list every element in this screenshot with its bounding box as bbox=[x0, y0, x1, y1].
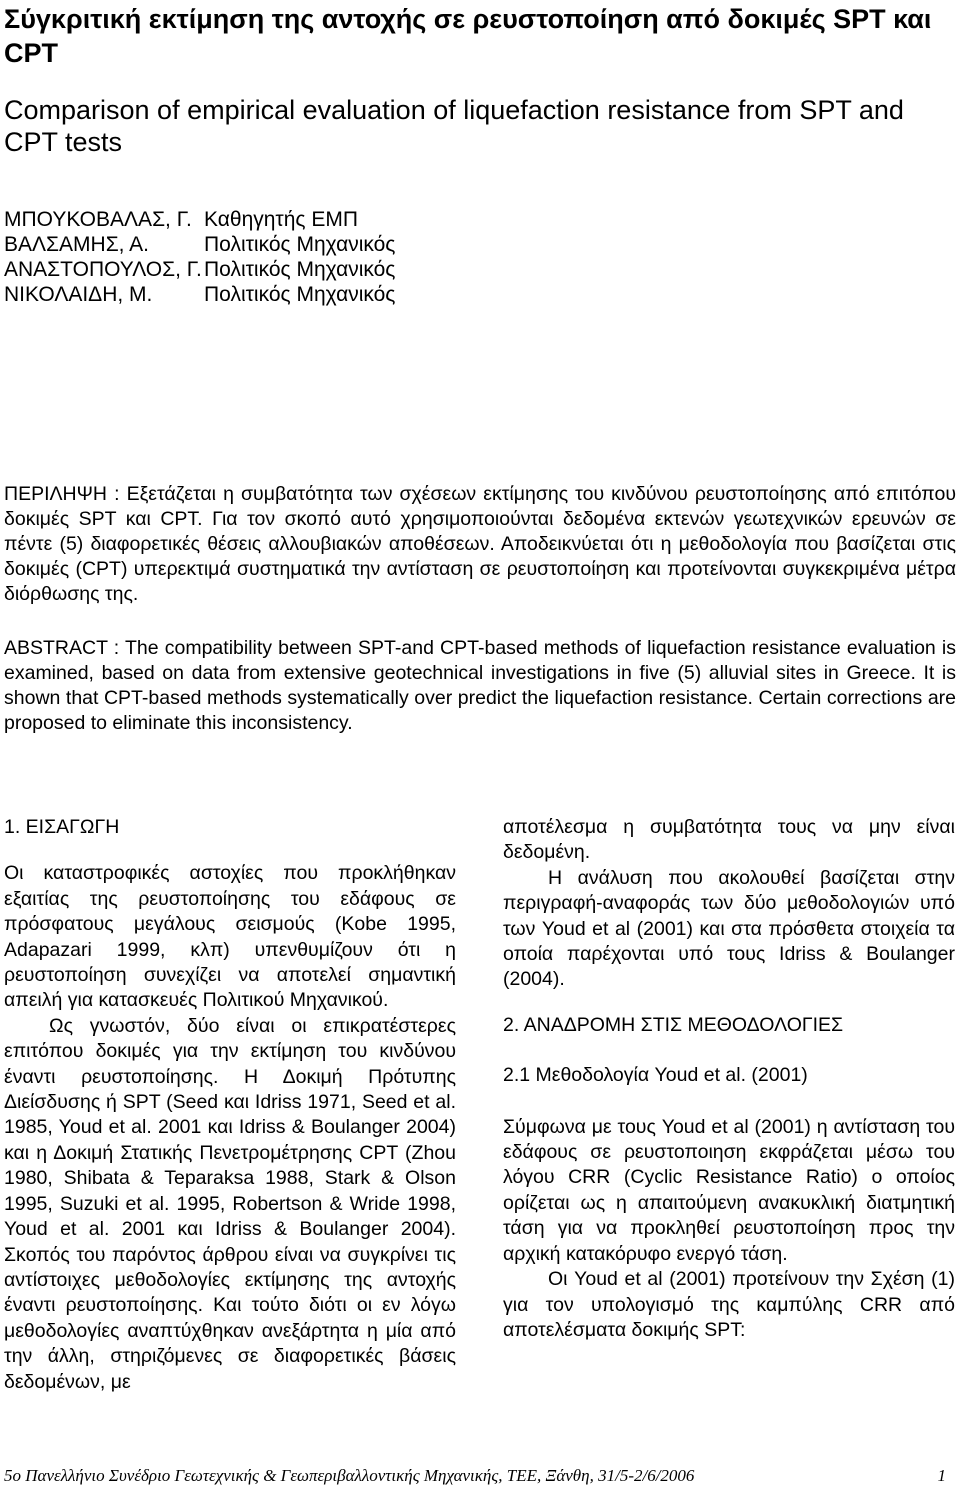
author-name: ΝΙΚΟΛΑΙΔΗ, Μ. bbox=[4, 283, 153, 306]
author-name: ΒΑΛΣΑΜΗΣ, Α. bbox=[4, 233, 150, 256]
title-english: Comparison of empirical evaluation of liquefaction resistance from SPT and CPT tests bbox=[4, 95, 904, 157]
abstract-english: ABSTRACT : The compatibility between SPT-and CPT-based methods of liquefaction resistance evaluation is examined, based on data from extensive geotechnical investigations in five (5) alluvial sites in Greece. It is shown that CPT-based methods systematically over predict the liquefaction resistance. Certain corrections are proposed to eliminate this inconsistency. bbox=[4, 637, 956, 734]
intro-paragraph-1: Οι καταστροφικές αστοχίες που προκλήθηκαν εξαιτίας της ρευστοποίησης του εδάφους σε πρόσφατους μεγάλους σεισμούς (Kobe 1995, Adapazari 1999, κλπ) υπενθυμίζουν ότι η ρευστοποίηση συνεχίζει να αποτελεί σημαντική απειλή για κατασκευές Πολιτικού Μηχανικού. bbox=[4, 862, 456, 1012]
section-heading-introduction: 1. ΕΙΣΑΓΩΓΗ bbox=[4, 816, 120, 838]
author-row bbox=[4, 257, 395, 282]
author-role: Πολιτικός Μηχανικός bbox=[204, 283, 396, 306]
right-column bbox=[503, 815, 955, 1343]
author-row bbox=[4, 232, 395, 257]
abstract-greek: ΠΕΡΙΛΗΨΗ : Εξετάζεται η συμβατότητα των σχέσεων εκτίμησης του κινδύνου ρευστοποίησης από επιτόπου δοκιμές SPT και CPT. Για τον σκοπό αυτό χρησιμοποιούνται δεδομένα εκτενών γεωτεχνικών ερευνών σε πέντε (5) διαφορετικές θέσεις αλλουβιακών αποθέσεων. Αποδεικνύεται ότι η μεθοδολογία που βασίζεται στις δοκιμές (CPT) υπερεκτιμά συστηματικά την αντίσταση σε ρευστοποίηση και προτείνονται συγκεκριμένα μέτρα διόρθωσης της. bbox=[4, 483, 956, 605]
footer-conference: 5ο Πανελλήνιο Συνέδριο Γεωτεχνικής & Γεωπεριβαλλοντικής Μηχανικής, ΤΕΕ, Ξάνθη, 31/5-2/6/2006 bbox=[4, 1466, 695, 1485]
author-list bbox=[4, 207, 395, 307]
author-row bbox=[4, 207, 395, 232]
author-name: ΑΝΑΣΤΟΠΟΥΛΟΣ, Γ. bbox=[4, 258, 202, 281]
left-column bbox=[4, 815, 456, 1395]
right-paragraph-4: Οι Youd et al (2001) προτείνουν την Σχέση (1) για τον υπολογισμό της καμπύλης CRR από αποτελέσματα δοκιμής SPT: bbox=[503, 1268, 955, 1341]
subsection-heading-youd: 2.1 Μεθοδολογία Youd et al. (2001) bbox=[503, 1064, 808, 1087]
page-number: 1 bbox=[937, 1466, 946, 1485]
author-name: ΜΠΟΥΚΟΒΑΛΑΣ, Γ. bbox=[4, 208, 192, 231]
intro-paragraph-2: Ως γνωστόν, δύο είναι οι επικρατέστερες επιτόπου δοκιμές για την εκτίμηση του κινδύνου έναντι ρευστοποίησης. Η Δοκιμή Πρότυπης Διείσδυσης ή SPT (Seed και Idriss 1971, Seed et al. 1985, Youd et al. 2001 και Idriss & Boulanger 2004) και η Δοκιμή Στατικής Πενετρομέτρησης CPT (Zhou 1980, Shibata & Teparaksa 1988, Stark & Olson 1995, Suzuki et al. 1995, Robertson & Wride 1998, Youd et al. 2001 και Idriss & Boulanger 2004). Σκοπός του παρόντος άρθρου είναι να συγκρίνει τις αντίστοιχες μεθοδολογίες εκτίμησης της αντοχής έναντι ρευστοποίησης. Και τούτο διότι οι εν λόγω μεθοδολογίες αναπτύχθηκαν ανεξάρτητα η μία από την άλλη, στηριζόμενες σε διαφορετικές βάσεις δεδομένων, με bbox=[4, 1014, 456, 1393]
author-role: Πολιτικός Μηχανικός bbox=[204, 258, 396, 281]
right-paragraph-3: Σύμφωνα με τους Youd et al (2001) η αντίσταση του εδάφους σε ρευστοποιηση εκφράζεται μέσω του λόγου CRR (Cyclic Resistance Ratio) ο οποίος ορίζεται ως η απαιτούμενη ανακυκλική διατμητική τάση για να προκληθεί ρευστοποίηση προς την αρχική κατακόρυφο ενεργό τάση. bbox=[503, 1115, 955, 1265]
author-row bbox=[4, 282, 395, 307]
author-role: Πολιτικός Μηχανικός bbox=[204, 233, 396, 256]
author-role: Καθηγητής ΕΜΠ bbox=[204, 208, 359, 231]
right-paragraph-1: αποτέλεσμα η συμβατότητα τους να μην είναι δεδομένη. bbox=[503, 816, 955, 864]
right-paragraph-2: Η ανάλυση που ακολουθεί βασίζεται στην περιγραφή-αναφοράς των δύο μεθοδολογιών υπό των Youd et al (2001) και στα πρόσθετα στοιχεία τα οποία παρέχονται υπό τους Idriss & Boulanger (2004). bbox=[503, 866, 955, 991]
section-heading-methods: 2. ΑΝΑΔΡΟΜΗ ΣΤΙΣ ΜΕΘΟΔΟΛΟΓΙΕΣ bbox=[503, 1013, 844, 1036]
title-greek: Σύγκριτική εκτίμηση της αντοχής σε ρευστοποίηση από δοκιμές SPT και CPT bbox=[4, 4, 932, 68]
